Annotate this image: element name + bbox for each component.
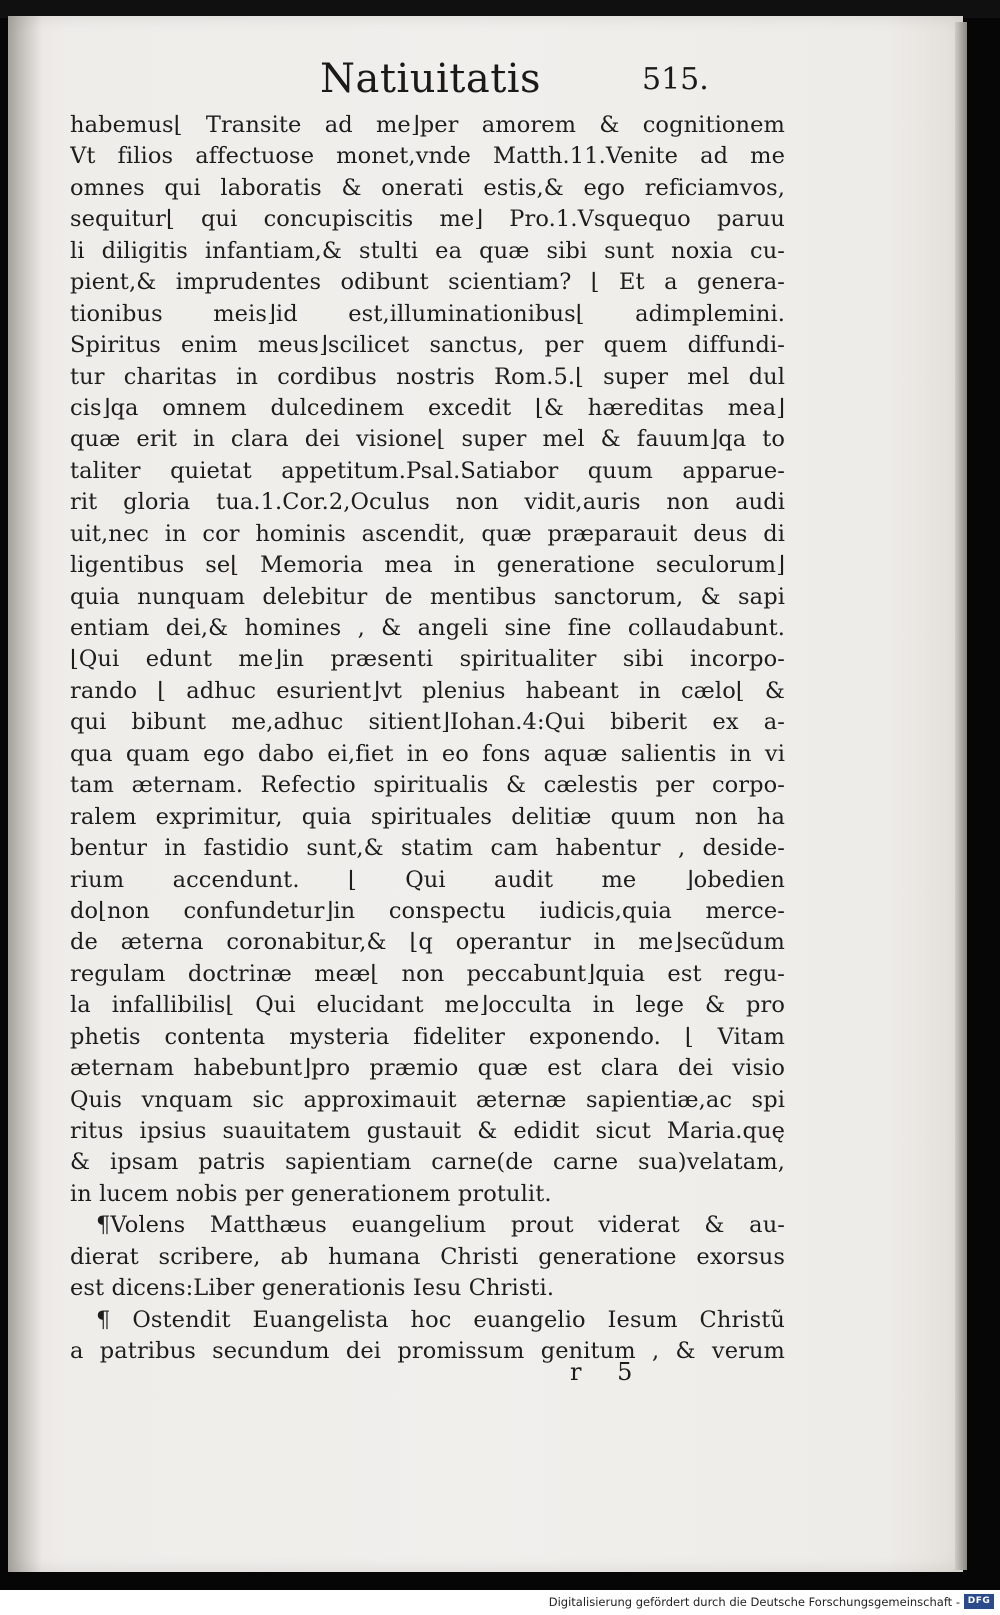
text-line: cis⌋qa omnem dulcedinem excedit ⌊& hæreditas mea⌋ [70,394,785,421]
text-line: a patribus secundum dei promissum genitum , & verum [70,1338,785,1365]
text-line: uit,nec in cor hominis ascendit, quæ præparauit deus di [70,520,785,547]
text-line: tam æternam. Refectio spiritualis & cælestis per corpo- [70,772,785,799]
text-line: quia nunquam delebitur de mentibus sanctorum, & sapi [70,583,785,610]
text-line: regulam doctrinæ meæ⌊ non peccabunt⌋quia est regu- [70,960,785,987]
text-line: rium accendunt. ⌊ Qui audit me ⌋obedien [70,866,785,893]
text-line: qua quam ego dabo ei,fiet in eo fons aquæ salientis in vi [70,740,785,767]
text-line: in lucem nobis per generationem protulit. [70,1180,552,1207]
text-line: do⌊non confundetur⌋in conspectu iudicis,quia merce- [70,897,785,924]
text-line: taliter quietat appetitum.Psal.Satiabor quum apparue- [70,457,785,484]
text-line: dierat scribere, ab humana Christi generatione exorsus [70,1243,785,1270]
footer-bar [0,1590,1000,1615]
digitization-credit: Digitalisierung gefördert durch die Deutsche Forschungsgemeinschaft - [548,1595,960,1609]
text-line: quæ erit in clara dei visione⌊ super mel & fauum⌋qa to [70,426,785,453]
text-line: tionibus meis⌋id est,illuminationibus⌊ adimplemini. [70,300,785,327]
text-line: qui bibunt me,adhuc sitient⌋Iohan.4:Qui biberit ex a- [70,709,785,736]
text-line: Spiritus enim meus⌋scilicet sanctus, per quem diffundi- [70,332,785,359]
paragraph-start-line: ¶ Ostendit Euangelista hoc euangelio Iesum Christũ [96,1306,785,1333]
body-text [70,110,785,1368]
page-right-edge [955,22,967,1570]
running-title: Natiuitatis [320,56,542,102]
folio-number: 515. [642,62,709,97]
text-line: entiam dei,& homines , & angeli sine fine collaudabunt. [70,615,785,641]
text-line: æternam habebunt⌋pro præmio quæ est clara dei visio [70,1055,785,1082]
text-line: omnes qui laboratis & onerati estis,& ego reficiamvos, [70,174,785,201]
text-line: & ipsam patris sapientiam carne(de carne sua)velatam, [70,1149,785,1176]
text-line: la infallibilis⌊ Qui elucidant me⌋occulta in lege & pro [70,992,785,1019]
text-line: Quis vnquam sic approximauit æternæ sapientiæ,ac spi [70,1086,785,1113]
signature-mark: r 5 [570,1358,633,1386]
text-line: sequitur⌊ qui concupiscitis me⌋ Pro.1.Vsquequo paruu [70,206,785,233]
text-line: bentur in fastidio sunt,& statim cam habentur , deside- [70,835,785,862]
running-head [0,56,1000,106]
text-line: rit gloria tua.1.Cor.2,Oculus non vidit,auris non audi [70,489,785,516]
text-line: pient,& imprudentes odibunt scientiam? ⌊ Et a genera- [70,269,785,296]
text-line: de æterna coronabitur,& ⌊q operantur in me⌋secũdum [70,929,785,956]
text-line: tur charitas in cordibus nostris Rom.5.⌊ super mel dul [70,363,785,390]
text-line: ⌊Qui edunt me⌋in præsenti spiritualiter sibi incorpo- [70,646,785,673]
text-line: ritus ipsius suauitatem gustauit & edidit sicut Maria.quę [70,1118,785,1144]
text-line: est dicens:Liber generationis Iesu Christi. [70,1275,555,1302]
text-line: Vt filios affectuose monet,vnde Matth.11.Venite ad me [70,143,785,170]
text-line: phetis contenta mysteria fideliter exponendo. ⌊ Vitam [70,1023,785,1050]
text-line: li diligitis infantiam,& stulti ea quæ sibi sunt noxia cu- [70,237,785,264]
text-line: habemus⌊ Transite ad me⌋per amorem & cognitionem [70,112,785,138]
paragraph-start-line: ¶Volens Matthæus euangelium prout viderat & au- [96,1212,785,1239]
dfg-logo: DFG [964,1594,994,1609]
gutter-shadow [8,16,42,1572]
text-line: rando ⌊ adhuc esurient⌋vt plenius habeant in cælo⌊ & [70,677,785,704]
text-line: ligentibus se⌊ Memoria mea in generatione seculorum⌋ [70,552,785,579]
text-line: ralem exprimitur, quia spirituales delitiæ quum non ha [70,803,785,830]
